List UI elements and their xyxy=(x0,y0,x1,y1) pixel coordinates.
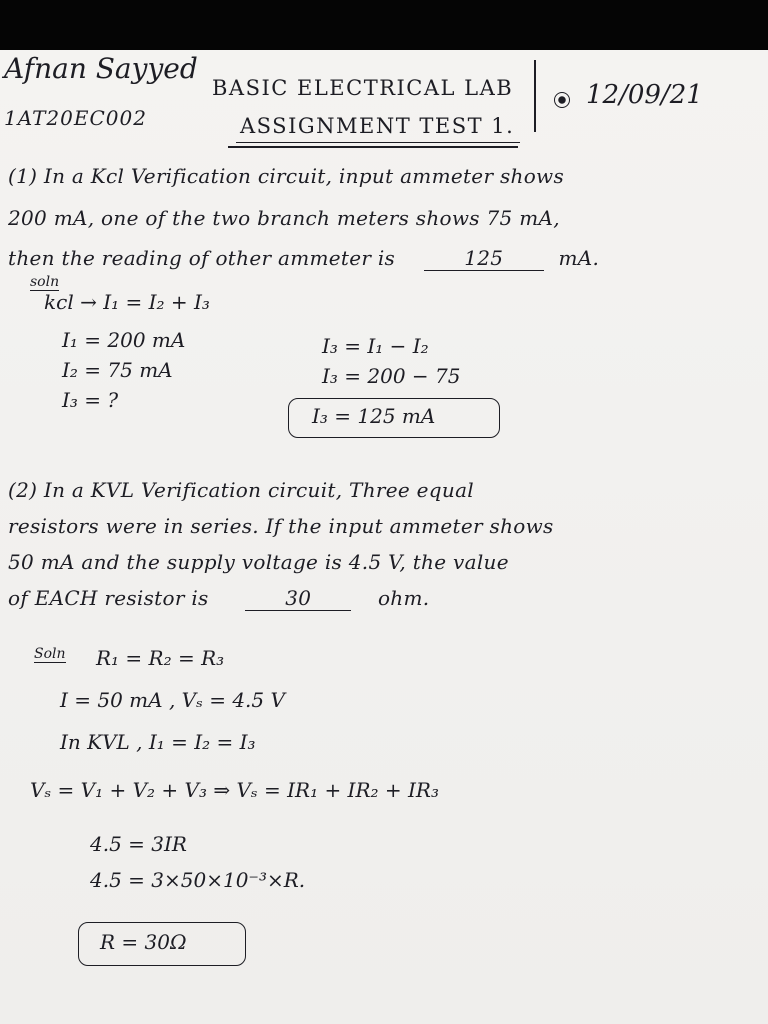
q2-work-line: Vₛ = V₁ + V₂ + V₃ ⇒ Vₛ = IR₁ + IR₂ + IR₃ xyxy=(30,778,439,802)
q1-unit: mA. xyxy=(558,246,600,270)
student-name: Afnan Sayyed xyxy=(4,52,198,85)
q1-work-line: I₃ = I₁ − I₂ xyxy=(322,334,429,358)
subject-title: BASIC ELECTRICAL LAB xyxy=(212,76,514,100)
q2-work-line: 4.5 = 3×50×10⁻³×R. xyxy=(90,868,306,892)
q2-work-line: R₁ = R₂ = R₃ xyxy=(96,646,225,670)
q2-line4-text: of EACH resistor is xyxy=(8,586,209,610)
top-black-bar xyxy=(0,0,768,50)
q2-line4 xyxy=(8,586,429,611)
q1-work-line: kcl → I₁ = I₂ + I₃ xyxy=(44,290,210,314)
q2-unit: ohm. xyxy=(377,586,430,610)
q1-line2: 200 mA, one of the two branch meters shows 75 mA, xyxy=(8,206,560,230)
q1-line3 xyxy=(8,246,599,271)
q1-line1: (1) In a Kcl Verification circuit, input ammeter shows xyxy=(8,164,565,188)
date: 12/09/21 xyxy=(586,80,703,110)
header-divider xyxy=(534,60,536,132)
header-underline xyxy=(228,146,518,148)
q2-work-line: 4.5 = 3IR xyxy=(90,832,187,856)
q1-soln-label: soln xyxy=(30,274,60,290)
q2-work-line: In KVL , I₁ = I₂ = I₃ xyxy=(60,730,256,754)
q2-soln-label: Soln xyxy=(34,646,66,662)
notebook-page xyxy=(0,50,768,1024)
circled-mark-icon xyxy=(554,92,570,108)
q2-result: R = 30Ω xyxy=(100,930,187,954)
q1-work-line: I₃ = ? xyxy=(62,388,119,412)
q1-work-line: I₁ = 200 mA xyxy=(62,328,186,352)
q1-result: I₃ = 125 mA xyxy=(312,404,436,428)
q2-line2: resistors were in series. If the input ammeter shows xyxy=(8,514,554,538)
q2-answer: 30 xyxy=(245,586,351,611)
test-title: ASSIGNMENT TEST 1. xyxy=(236,114,520,143)
q2-work-line: I = 50 mA , Vₛ = 4.5 V xyxy=(60,688,285,712)
q1-line3-text: then the reading of other ammeter is xyxy=(8,246,396,270)
q1-answer: 125 xyxy=(424,246,544,271)
q2-line1: (2) In a KVL Verification circuit, Three equal xyxy=(8,478,475,502)
q1-work-line: I₂ = 75 mA xyxy=(62,358,173,382)
roll-number: 1AT20EC002 xyxy=(4,106,147,130)
q2-line3: 50 mA and the supply voltage is 4.5 V, the value xyxy=(8,550,509,574)
q1-work-line: I₃ = 200 − 75 xyxy=(322,364,461,388)
